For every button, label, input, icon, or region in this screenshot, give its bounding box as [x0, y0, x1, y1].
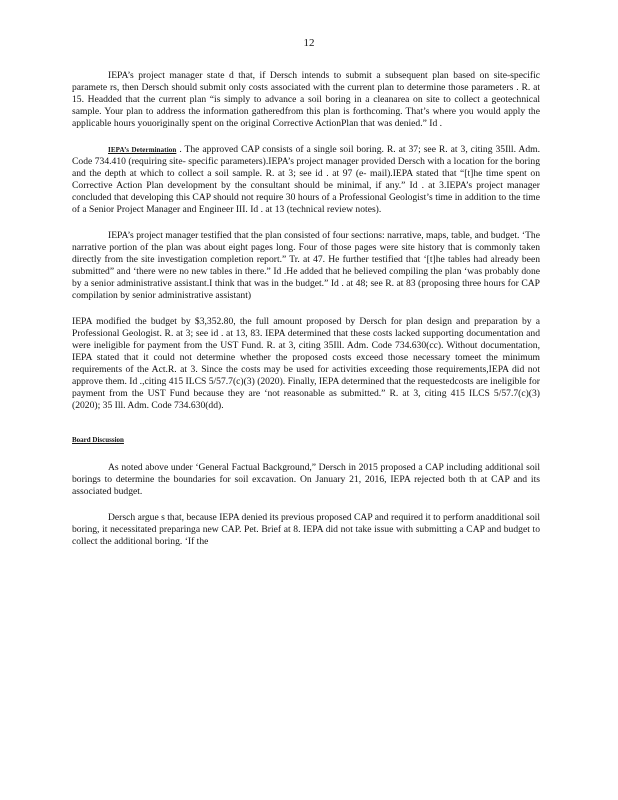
page-number: 12 [303, 37, 315, 49]
paragraph-iepa-determination [72, 144, 540, 216]
iepa-determination-text: . The approved CAP consists of a single soil boring. R. at 37; see R. at 3, citing 35Ill. Adm. Code 734.410 (requiring site- specific parameters).IEPA’s project manager provided Dersch with a location for the boring and the depth at which to collect a soil sample. R. at 3; see id . at 97 (e- mail).IEPA stated that “[t]he time spent on Corrective Action Plan development by the consultant should be minimal, if any.” Id . at 3.IEPA’s project manager concluded that developing this CAP should not require 30 hours of a Professional Geologist’s time in addition to the time of a Senior Project Manager and Engineer III. Id . at 13 (technical review notes). [72, 144, 541, 215]
paragraph-factual-background: As noted above under ‘General Factual Background,” Dersch in 2015 proposed a CAP including additional soil borings to determine the boundaries for soil excavation. On January 21, 2016, IEPA rejected both th at CAP and its associated budget. [72, 462, 540, 497]
iepa-determination-heading: IEPA’s Determination [108, 146, 177, 154]
paragraph-dersch-argument: Dersch argue s that, because IEPA denied its previous proposed CAP and required it to perform anadditional soil boring, it necessitated preparinga new CAP. Pet. Brief at 8. IEPA did not take issue with submitting a CAP and budget to collect the additional boring. ‘If the [72, 512, 540, 547]
board-discussion-heading: Board Discussion [72, 436, 124, 444]
document-body [72, 70, 540, 562]
paragraph-budget-modification: IEPA modified the budget by $3,352.80, the full amount proposed by Dersch for plan design and preparation by a Professional Geologist. R. at 3; see id . at 13, 83. IEPA determined that these costs lacked supporting documentation and were ineligible for payment from the UST Fund. R. at 3, citing 35Ill. Adm. Code 734.630(cc). Without documentation, IEPA stated that it could not determine whether the proposed costs exceed those necessary tomeet the minimum requirements of the Act.R. at 3. Since the costs may be used for activities exceeding those requirements,IEPA did not approve them. Id .,citing 415 ILCS 5/57.7(c)(3) (2020). Finally, IEPA determined that the requestedcosts are ineligible for payment from the UST Fund because they are ‘not reasonable as submitted.” R. at 3, citing 415 ILCS 5/57.7(c)(3) (2020); 35 Ill. Adm. Code 734.630(dd). [72, 316, 540, 411]
paragraph-testimony: IEPA’s project manager testified that the plan consisted of four sections: narrative, maps, table, and budget. ‘The narrative portion of the plan was about eight pages long. Four of those pages were site history that is commonly taken directly from the site investigation completion report.” Tr. at 47. He further testified that ‘[t]he tables had already been submitted” and ‘there were no new tables in there.” Id .He added that he believed compiling the plan ‘was probably done by a senior administrative assistant.I think that was in the budget.” Id . at 48; see R. at 83 (proposing three hours for CAP compilation by senior administrative assistant) [72, 230, 540, 301]
paragraph-project-manager-statement: IEPA’s project manager state d that, if Dersch intends to submit a subsequent plan based on site-specific paramete rs, then Dersch should submit only costs associated with the current plan to determine those parameters . R. at 15. Headded that the current plan “is simply to advance a soil boring in a cleanarea on site to collect a geotechnical sample. Your plan to address the information gatheredfrom this plan is forthcoming. That’s where you would apply the applicable hours youoriginally spent on the original Corrective ActionPlan that was denied.” Id . [72, 70, 540, 129]
